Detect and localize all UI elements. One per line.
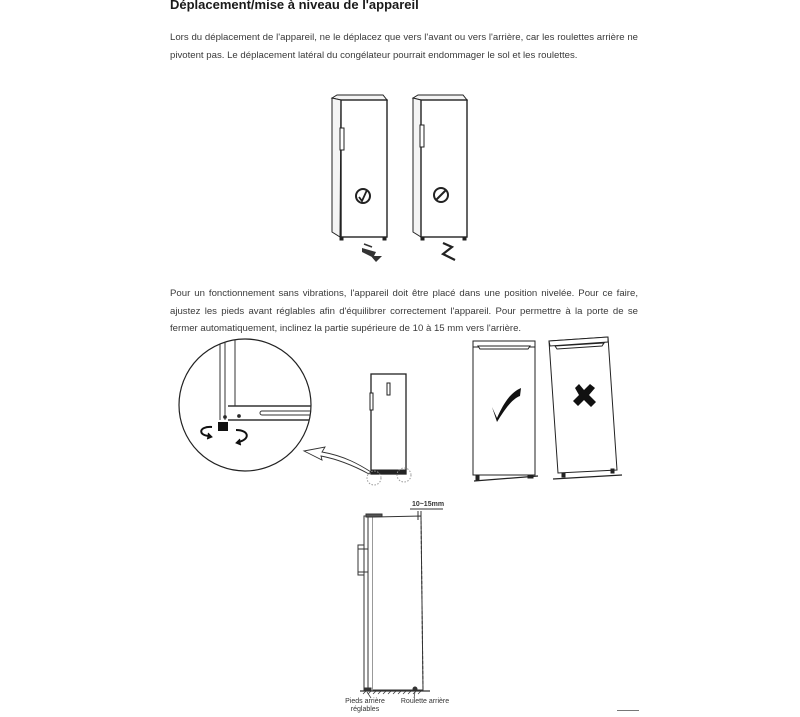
freezer-allowed [332,95,387,240]
cross-icon [573,384,596,407]
label-rear-roller: Roulette arrière [400,698,450,705]
freezer-level-correct [473,341,538,481]
label-feet-line2: réglables [350,706,380,713]
label-adjustable-rear-feet [335,698,395,714]
freezer-front-small [367,374,411,485]
checkmark-icon [492,388,521,422]
tilt-dimension-label: 10~15mm [411,501,445,508]
paragraph-moving: Lors du déplacement de l'appareil, ne le déplacez que vers l'avant ou vers l'arrière, car les roulettes arrière ne pivotent pas. Le déplacement latéral du congélateur pourrait endommager le sol et les roulettes. [170,32,638,61]
freezer-forbidden [413,95,467,240]
adjustable-foot [218,422,228,431]
page-footer-line [617,710,639,711]
freezer-tilted-incorrect [549,337,622,479]
arrow-forward-icon [362,244,382,262]
rotate-left-arrow-icon [201,427,212,436]
callout-arrow [304,447,371,474]
rotate-right-arrow-icon [236,430,247,442]
magnified-foot-view [179,335,320,471]
paragraph-leveling: Pour un fonctionnement sans vibrations, l'appareil doit être placé dans une position nivelée. Pour ce faire, ajustez les pieds avant réglables afin d'équilibrer correctement l'appareil. Pour permettre à la porte de se fermer automatiquement, inclinez la partie supérieure de 10 à 15 mm vers l'arrière. [170,288,638,334]
prohibited-circle-icon [434,188,448,202]
zigzag-sideways-icon [443,243,455,260]
check-circle-icon [356,189,370,203]
label-feet-line1: Pieds arrière [345,698,385,705]
freezer-side-view [358,509,443,698]
section-title: Déplacement/mise à niveau de l'appareil [170,0,419,12]
